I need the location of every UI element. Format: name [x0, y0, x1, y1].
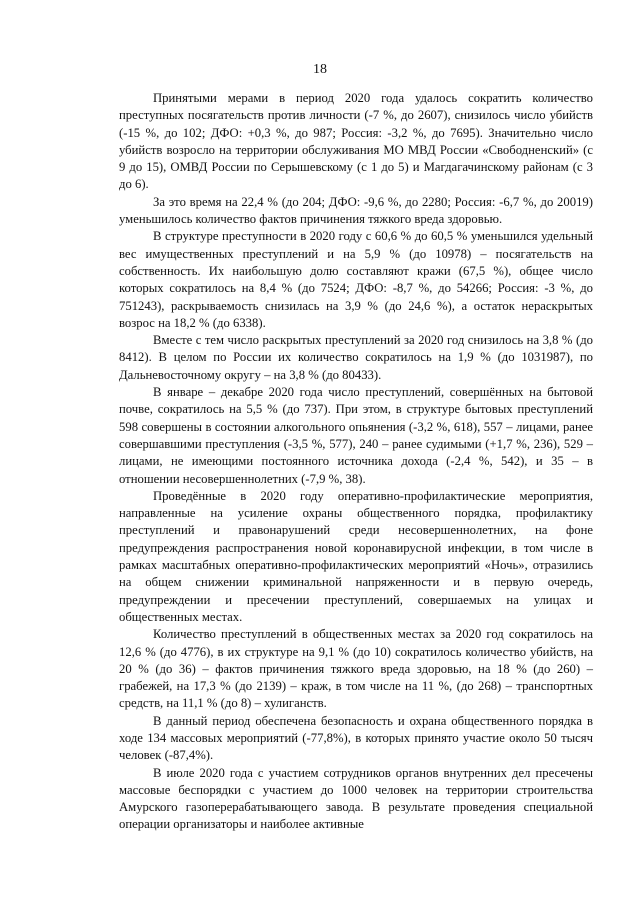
paragraph-mass-riots: В июле 2020 года с участием сотрудников органов внутренних дел пресечены массовые беспорядки с участием до 1000 человек на территории строительства Амурского газоперерабатывающего завода. В результате проведения специальной операции организаторы и наиболее активные [119, 765, 593, 832]
paragraph-crimes-against-person: Принятыми мерами в период 2020 года удалось сократить количество преступных посягательств против личности (-7 %, до 2607), снизилось число убийств (-15 %, до 102; ДФО: +0,3 %, до 987; Россия: -3,2 %, до 7695). Значительно число убийств возросло на территории обслуживания МО МВД России «Свободненский» (с 9 до 15), ОМВД России по Серышевскому (с 1 до 5) и Магдагачинскому районам (с 3 до 6). [119, 91, 593, 192]
paragraph-solved-crimes: Вместе с тем число раскрытых преступлений за 2020 год снизилось на 3,8 % (до 8412). В целом по России их количество сократилось на 1,9 % (до 1031987), по Дальневосточному округу – на 3,8 % (до 80433). [119, 333, 593, 382]
paragraph-domestic-crimes: В январе – декабре 2020 года число преступлений, совершённых на бытовой почве, сократилось на 5,5 % (до 737). При этом, в структуре бытовых преступлений 598 совершены в состоянии алкогольного опьянения (-3,2 %, 618), 557 – лицами, ранее совершавшими преступления (-3,5 %, 577), 240 – ранее судимыми (+1,7 %, 236), 529 – лицами, не имеющими постоянного источника дохода (-2,4 %, 542), и 35 – в отношении несовершеннолетних (-7,9 %, 38). [119, 385, 593, 486]
document-body [119, 90, 593, 834]
paragraph-mass-events: В данный период обеспечена безопасность и охрана общественного порядка в ходе 134 массовых мероприятий (-77,8%), в которых принято участие около 50 тысяч человек (-87,4%). [119, 713, 593, 763]
paragraph-preventive-measures: Проведённые в 2020 году оперативно-профилактические мероприятия, направленные на усиление охраны общественного порядка, профилактику преступлений и правонарушений среди несовершеннолетних, на фоне предупреждения распространения новой коронавирусной инфекции, в том числе в рамках масштабных оперативно-профилактических мероприятий «Ночь», отразились на общем снижении криминальной напряженности и в первую очередь, предупреждении и пресечении преступлений, совершаемых на улицах и общественных местах. [119, 488, 593, 624]
paragraph-property-crimes: В структуре преступности в 2020 году с 60,6 % до 60,5 % уменьшился удельный вес имущественных преступлений и на 5,9 % (до 10978) – посягательств на собственность. Их наибольшую долю составляют кражи (67,5 %), общее число которых сократилось на 8,4 % (до 7524; ДФО: -8,7 %, до 54266; Россия: -3 %, до 751243), раскрываемость снизилась на 3,9 % (до 24,6 %), а остаток нераскрытых возрос на 18,2 % (до 6338). [119, 229, 593, 330]
paragraph-public-places-crimes: Количество преступлений в общественных местах за 2020 год сократилось на 12,6 % (до 4776), в их структуре на 9,1 % (до 10) сократилось количество убийств, на 20 % (до 36) – фактов причинения тяжкого вреда здоровью, на 18 % (до 260) – грабежей, на 17,3 % (до 2139) – краж, в том числе на 11 %, (до 268) – транспортных средств, на 11,1 % (до 8) – хулиганств. [119, 627, 593, 711]
paragraph-grievous-harm: За это время на 22,4 % (до 204; ДФО: -9,6 %, до 2280; Россия: -6,7 %, до 20019) уменьшилось количество фактов причинения тяжкого вреда здоровью. [119, 194, 593, 227]
page-number: 18 [313, 62, 327, 77]
